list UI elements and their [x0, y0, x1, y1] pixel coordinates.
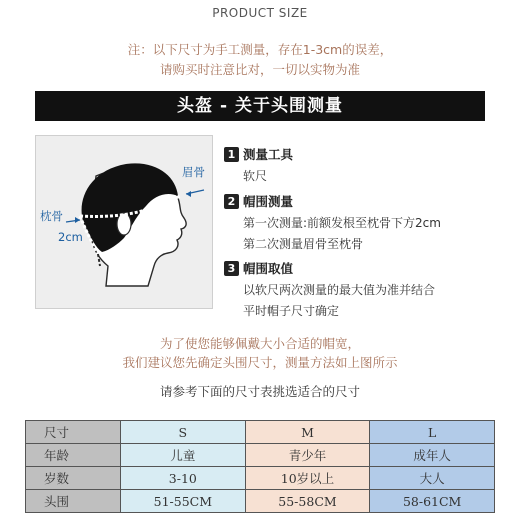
row-header: 头围 — [26, 490, 121, 513]
table-cell: 青少年 — [245, 444, 370, 467]
table-cell: 儿童 — [121, 444, 246, 467]
advice-line-1: 为了使您能够佩戴大小合适的帽宽， — [159, 336, 360, 351]
ear-shape — [117, 213, 131, 235]
row-header: 尺寸 — [26, 421, 121, 444]
table-cell: 58-61CM — [370, 490, 495, 513]
row-header: 年龄 — [26, 444, 121, 467]
table-row — [26, 490, 495, 513]
step-title: 帽围取值 — [243, 261, 294, 276]
table-cell: M — [245, 421, 370, 444]
advice-line-2: 我们建议您先确定头围尺寸，测量方法如上图所示 — [122, 355, 398, 370]
product-size-title: PRODUCT SIZE — [212, 6, 308, 20]
step-line: 以软尺两次测量的最大值为准并结合 — [243, 283, 436, 297]
brow-label: 眉骨 — [182, 165, 205, 179]
table-cell: 成年人 — [370, 444, 495, 467]
step-2 — [224, 192, 441, 252]
step-number-badge: 1 — [224, 147, 239, 162]
measurement-note-line-2: 请购买时注意比对，一切以实物为准 — [159, 62, 360, 77]
step-line: 软尺 — [243, 169, 268, 183]
row-header: 岁数 — [26, 467, 121, 490]
step-number-badge: 3 — [224, 261, 239, 276]
step-3 — [224, 259, 435, 319]
table-row — [26, 444, 495, 467]
size-table — [25, 420, 495, 513]
step-1 — [224, 145, 293, 184]
step-line: 平时帽子尺寸确定 — [243, 304, 340, 318]
table-cell: 51-55CM — [121, 490, 246, 513]
brow-arrow-head — [186, 191, 191, 197]
section-banner: 头盔 - 关于头围测量 — [35, 91, 485, 121]
measurement-note-line-1: 注：以下尺寸为手工测量，存在1-3cm的误差， — [127, 42, 393, 57]
step-number-badge: 2 — [224, 194, 239, 209]
step-line: 第一次测量:前额发根至枕骨下方2cm — [243, 216, 441, 230]
step-title: 帽围测量 — [243, 194, 294, 209]
table-cell: L — [370, 421, 495, 444]
table-cell: 10岁以上 — [245, 467, 370, 490]
table-row — [26, 421, 495, 444]
table-row — [26, 467, 495, 490]
head-measurement-illustration — [35, 135, 213, 309]
step-line: 第二次测量眉骨至枕骨 — [243, 237, 364, 251]
table-cell: 3-10 — [121, 467, 246, 490]
occipital-label: 枕骨 — [40, 209, 63, 223]
table-cell: S — [121, 421, 246, 444]
two-cm-label: 2cm — [58, 230, 83, 244]
size-chart-prompt: 请参考下面的尺寸表挑选适合的尺寸 — [159, 384, 360, 399]
table-cell: 55-58CM — [245, 490, 370, 513]
step-title: 测量工具 — [243, 147, 294, 162]
table-cell: 大人 — [370, 467, 495, 490]
